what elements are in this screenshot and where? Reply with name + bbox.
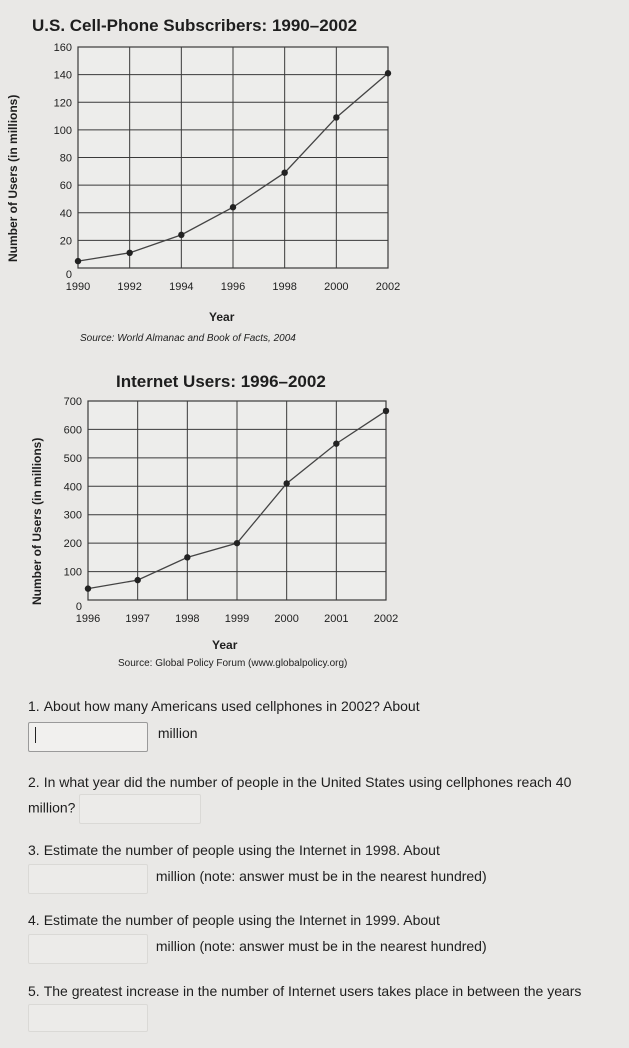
- data-point: [281, 169, 287, 175]
- y-tick-label: 400: [63, 481, 82, 494]
- y-tick-label: 500: [63, 452, 82, 465]
- question-3-number: 3.: [28, 842, 40, 858]
- y-tick-label: 100: [63, 566, 82, 579]
- data-point: [134, 577, 140, 583]
- y-tick-label: 40: [59, 207, 72, 220]
- x-tick-label: 1998: [272, 281, 297, 293]
- question-3-suffix: million (note: answer must be in the nearest hundred): [155, 867, 487, 884]
- x-tick-label: 1992: [117, 281, 142, 293]
- chart-2-xlabel: Year: [212, 638, 238, 652]
- data-point: [85, 585, 91, 591]
- question-4-number: 4.: [28, 912, 40, 928]
- chart-2-source: Source: Global Policy Forum (www.globalpolicy.org): [118, 658, 348, 669]
- x-tick-label: 1996: [75, 613, 101, 625]
- data-point: [333, 440, 339, 446]
- y-tick-label: 200: [63, 538, 82, 551]
- y-tick-label: 120: [53, 97, 72, 110]
- cellphone-chart: [0, 40, 629, 300]
- answer-3-input[interactable]: [28, 864, 148, 894]
- y-tick-label: 100: [53, 124, 72, 137]
- data-point: [126, 250, 132, 256]
- y-tick-label: 80: [59, 152, 72, 165]
- y-tick-label: 300: [63, 509, 82, 522]
- answer-1-input[interactable]: [28, 722, 148, 752]
- question-4: [28, 910, 618, 964]
- question-2-text: In what year did the number of people in the United States using cellphones reach 40 million?: [28, 774, 572, 816]
- chart-1-xlabel: Year: [209, 310, 235, 324]
- question-2: [28, 770, 608, 824]
- question-2-number: 2.: [28, 774, 40, 790]
- question-1-suffix: million: [157, 724, 198, 741]
- data-point: [234, 540, 240, 546]
- question-5-text: The greatest increase in the number of Internet users takes place in between the years: [43, 983, 582, 999]
- x-tick-label: 1997: [125, 613, 150, 625]
- x-tick-label: 2002: [375, 281, 401, 293]
- question-3-text: Estimate the number of people using the Internet in 1998. About: [43, 842, 440, 858]
- chart-1-source: Source: World Almanac and Book of Facts, 2004: [80, 333, 296, 344]
- data-point: [75, 258, 81, 264]
- x-tick-label: 1994: [169, 281, 194, 293]
- data-point: [184, 554, 190, 560]
- question-1: [28, 696, 608, 752]
- chart-2-ylabel: Number of Users (in millions): [30, 437, 44, 605]
- y-tick-label: 0: [65, 269, 72, 281]
- question-5: [28, 978, 603, 1032]
- answer-5-input[interactable]: [28, 1004, 148, 1032]
- y-tick-label: 600: [63, 424, 82, 437]
- x-tick-label: 1996: [220, 281, 246, 293]
- chart-1-title: U.S. Cell-Phone Subscribers: 1990–2002: [32, 16, 358, 35]
- chart-2-title: Internet Users: 1996–2002: [116, 372, 326, 391]
- x-tick-label: 2000: [274, 613, 299, 625]
- question-1-number: 1.: [28, 698, 40, 714]
- data-point: [333, 114, 339, 120]
- question-5-number: 5.: [28, 983, 40, 999]
- y-tick-label: 60: [59, 180, 72, 193]
- y-tick-label: 160: [53, 42, 72, 54]
- data-point: [383, 408, 389, 414]
- question-3: [28, 840, 618, 894]
- y-tick-label: 20: [59, 235, 72, 248]
- chart-1-ylabel: Number of Users (in millions): [6, 94, 20, 262]
- data-point: [385, 70, 391, 76]
- x-tick-label: 2001: [324, 613, 349, 625]
- text-caret: [35, 727, 36, 743]
- x-tick-label: 1990: [65, 281, 91, 293]
- y-tick-label: 0: [75, 601, 82, 613]
- x-tick-label: 1999: [224, 613, 250, 625]
- data-point: [230, 204, 236, 210]
- answer-2-input[interactable]: [79, 794, 201, 824]
- y-tick-label: 700: [63, 396, 82, 408]
- data-point: [283, 480, 289, 486]
- question-1-text: About how many Americans used cellphones in 2002? About: [43, 698, 420, 714]
- x-tick-label: 1998: [175, 613, 200, 625]
- x-tick-label: 2002: [373, 613, 399, 625]
- data-point: [178, 232, 184, 238]
- internet-chart: [0, 395, 629, 630]
- x-tick-label: 2000: [324, 281, 349, 293]
- question-4-suffix: million (note: answer must be in the nearest hundred): [155, 937, 487, 954]
- answer-4-input[interactable]: [28, 934, 148, 964]
- question-4-text: Estimate the number of people using the Internet in 1999. About: [43, 912, 440, 928]
- y-tick-label: 140: [53, 69, 72, 82]
